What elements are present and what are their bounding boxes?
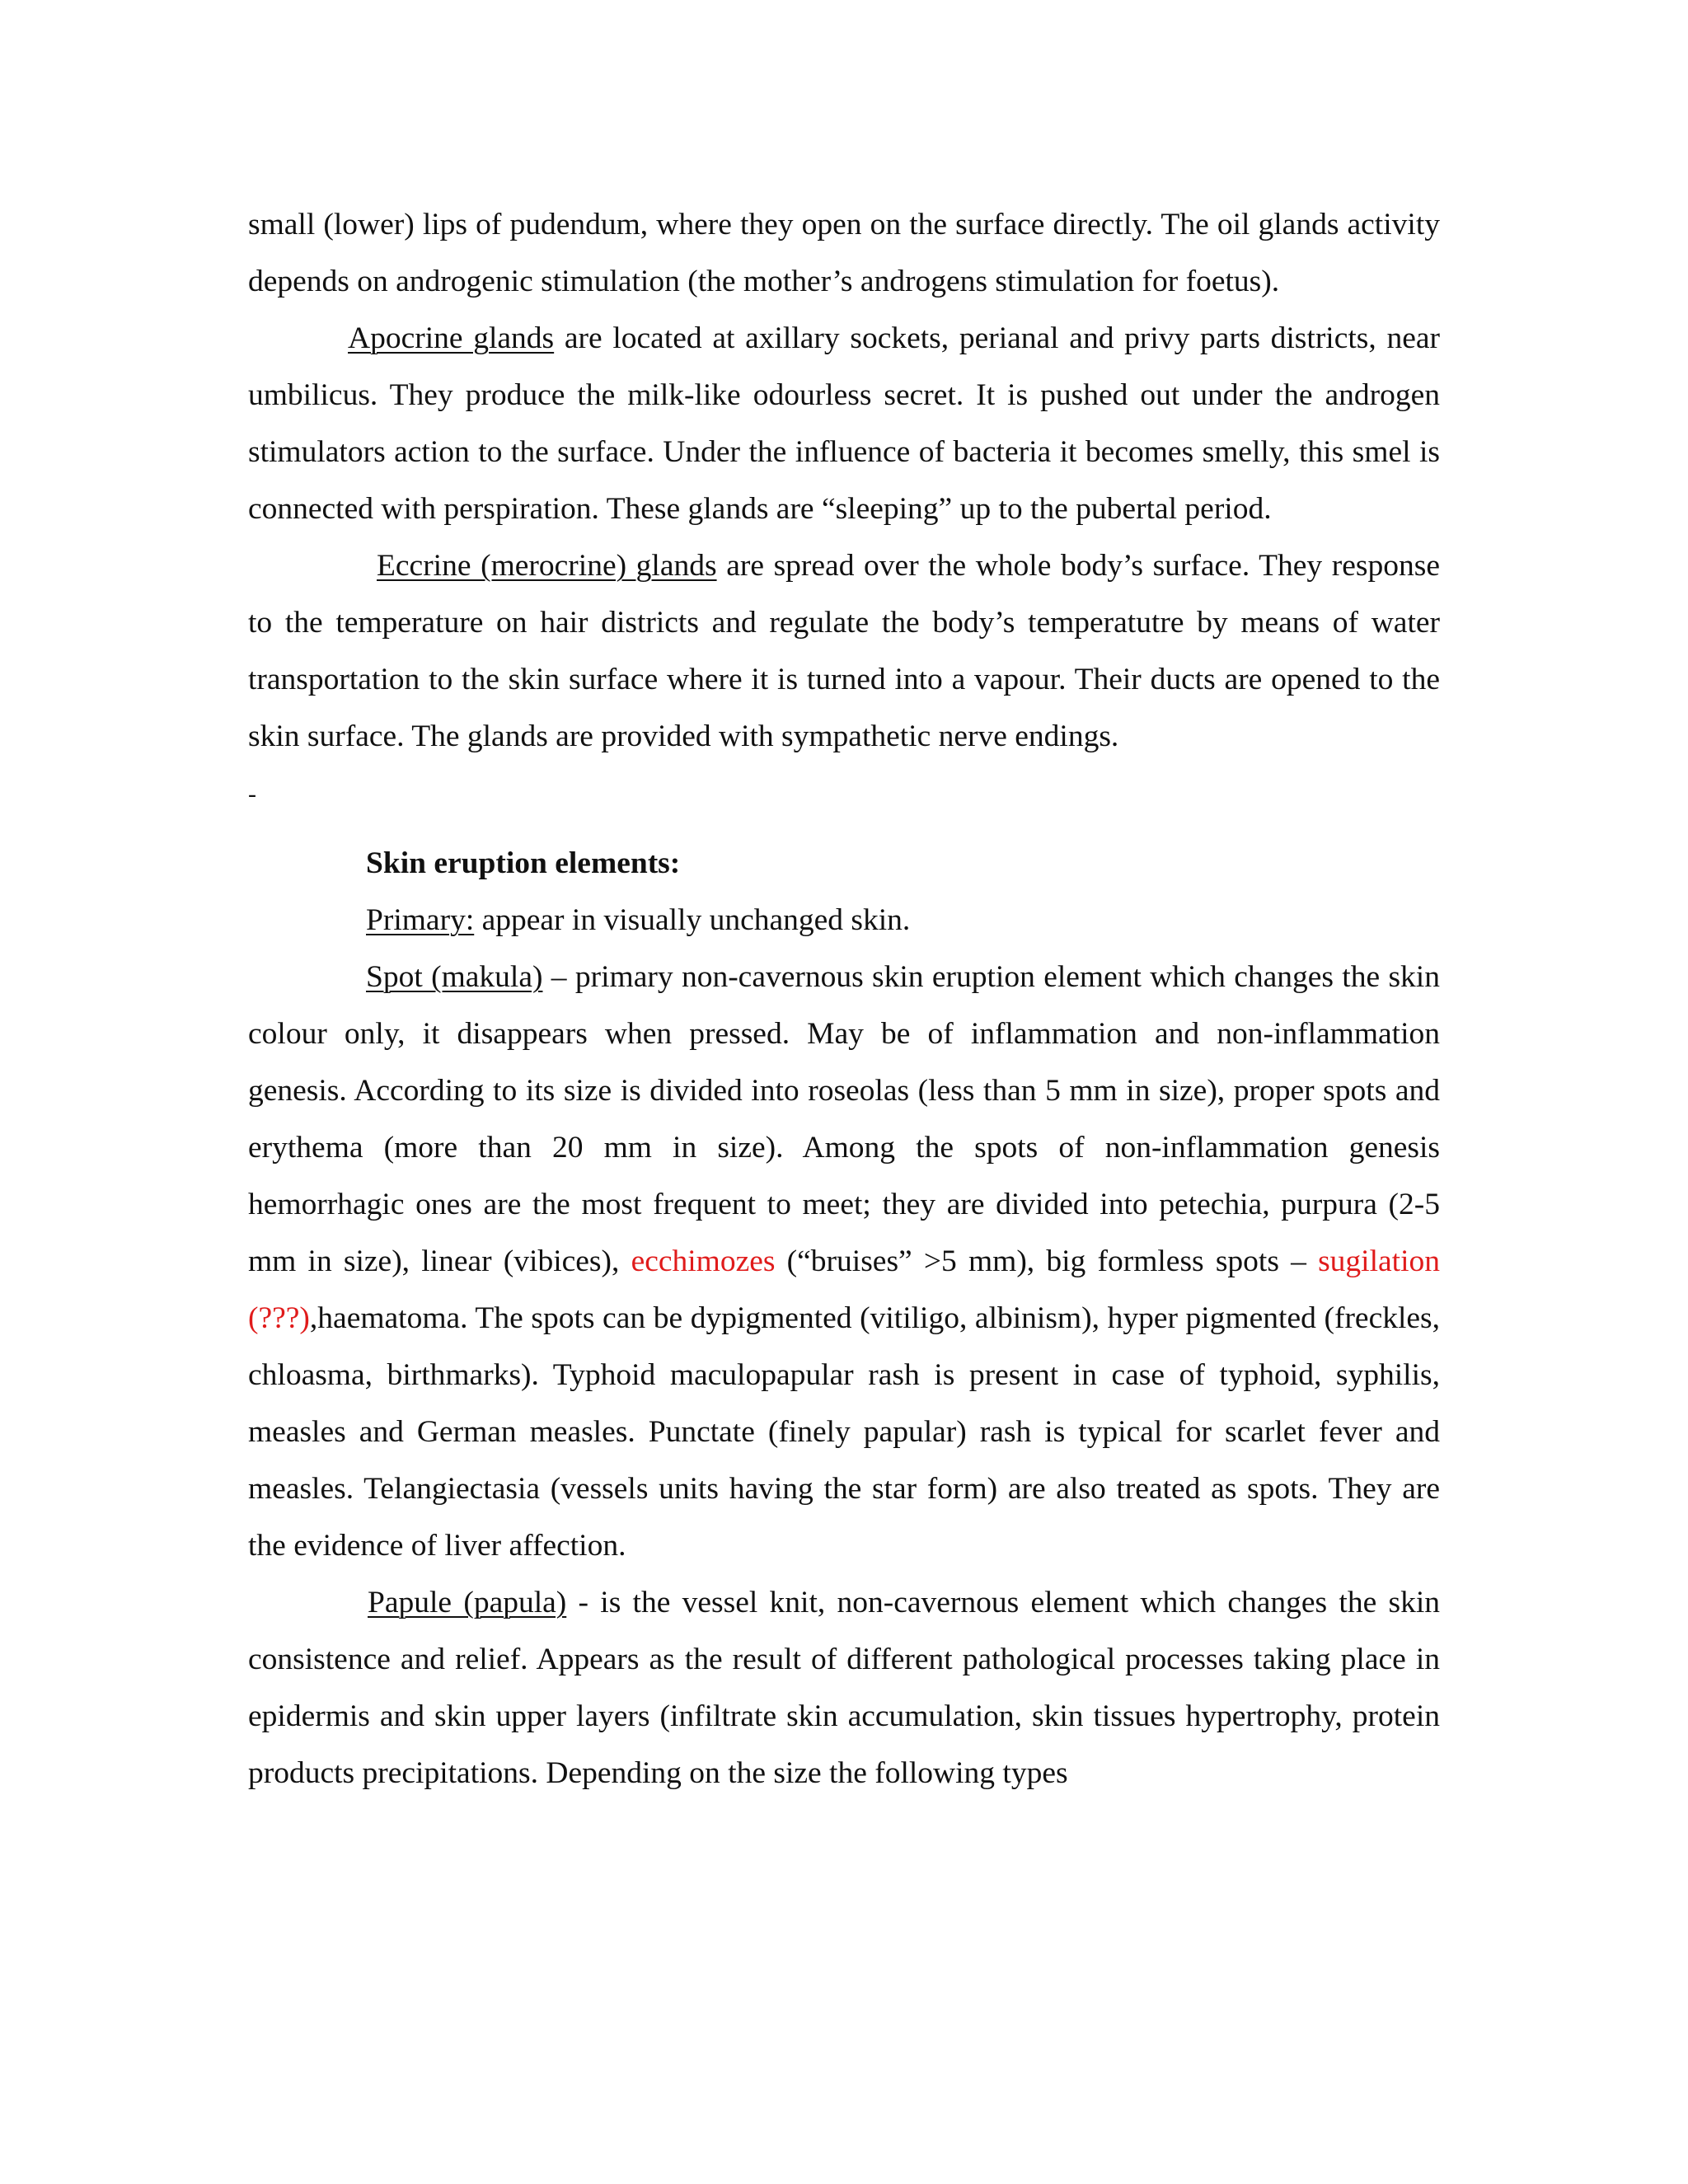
heading-skin-eruption-elements: Skin eruption elements: [366, 846, 681, 880]
primary-description: appear in visually unchanged skin. [474, 903, 911, 937]
papule-description: - is the vessel knit, non-cavernous element which changes the skin consistence and relief. Appears as the result of different pathological processes taking place in epidermis and skin upper layers (infiltrate skin accumulation, skin tissues hypertrophy, protein products precipitations. Depending on the size the following types [248, 1586, 1441, 1790]
paragraph-primary [248, 892, 1440, 949]
paragraph-apocrine-glands [248, 310, 1440, 537]
term-eccrine-glands: Eccrine (merocrine) glands [377, 549, 717, 583]
eccrine-description: are spread over the whole body’s surface. They response to the temperature on hair districts and regulate the body’s temperatutre by means of water transportation to the skin surface where it is turned into a vapour. Their ducts are opened to the skin surface. The glands are provided with sympathetic nerve endings. [248, 549, 1441, 753]
spot-description-3: ,haematoma. The spots can be dypigmented (vitiligo, albinism), hyper pigmented (freckles, chloasma, birthmarks). Typhoid maculopapular rash is present in case of typhoid, syphilis, measles and German measles. Punctate (finely papular) rash is typical for scarlet fever and measles. Telangiectasia (vessels units having the star form) are also treated as spots. They are the evidence of liver affection. [248, 1301, 1440, 1563]
term-spot: Spot (makula) [366, 960, 543, 994]
stray-dash: - [248, 780, 256, 808]
paragraph-papule [248, 1574, 1440, 1802]
paragraph-spot [248, 949, 1440, 1574]
document-page [248, 196, 1440, 1802]
term-primary: Primary: [366, 903, 475, 937]
spot-description-1: – primary non-cavernous skin eruption element which changes the skin colour only, it disappears when pressed. May be of inflammation and non-inflammation genesis. According to its size is divided into roseolas (less than 5 mm in size), proper spots and erythema (more than 20 mm in size). Among the spots of non-inflammation genesis hemorrhagic ones are the most frequent to meet; they are divided into petechia, purpura (2-5 mm in size), linear (vibices), [248, 960, 1440, 1278]
highlight-sugilation: sugilation (???) [248, 1244, 1440, 1335]
highlight-ecchimozes: ecchimozes [631, 1244, 776, 1278]
term-apocrine-glands: Apocrine glands [348, 321, 555, 355]
paragraph-oil-glands: small (lower) lips of pudendum, where they open on the surface directly. The oil glands activity depends on androgenic stimulation (the mother’s androgens stimulation for foetus). [248, 208, 1440, 298]
term-papule: Papule (papula) [368, 1586, 567, 1619]
paragraph-eccrine-glands [248, 537, 1440, 765]
apocrine-description: are located at axillary sockets, perianal and privy parts districts, near umbilicus. They produce the milk-like odourless secret. It is pushed out under the androgen stimulators action to the surface. Under the influence of bacteria it becomes smelly, this smel is connected with perspiration. These glands are “sleeping” up to the pubertal period. [248, 321, 1441, 526]
spot-description-2: (“bruises” >5 mm), big formless spots – [775, 1244, 1319, 1278]
